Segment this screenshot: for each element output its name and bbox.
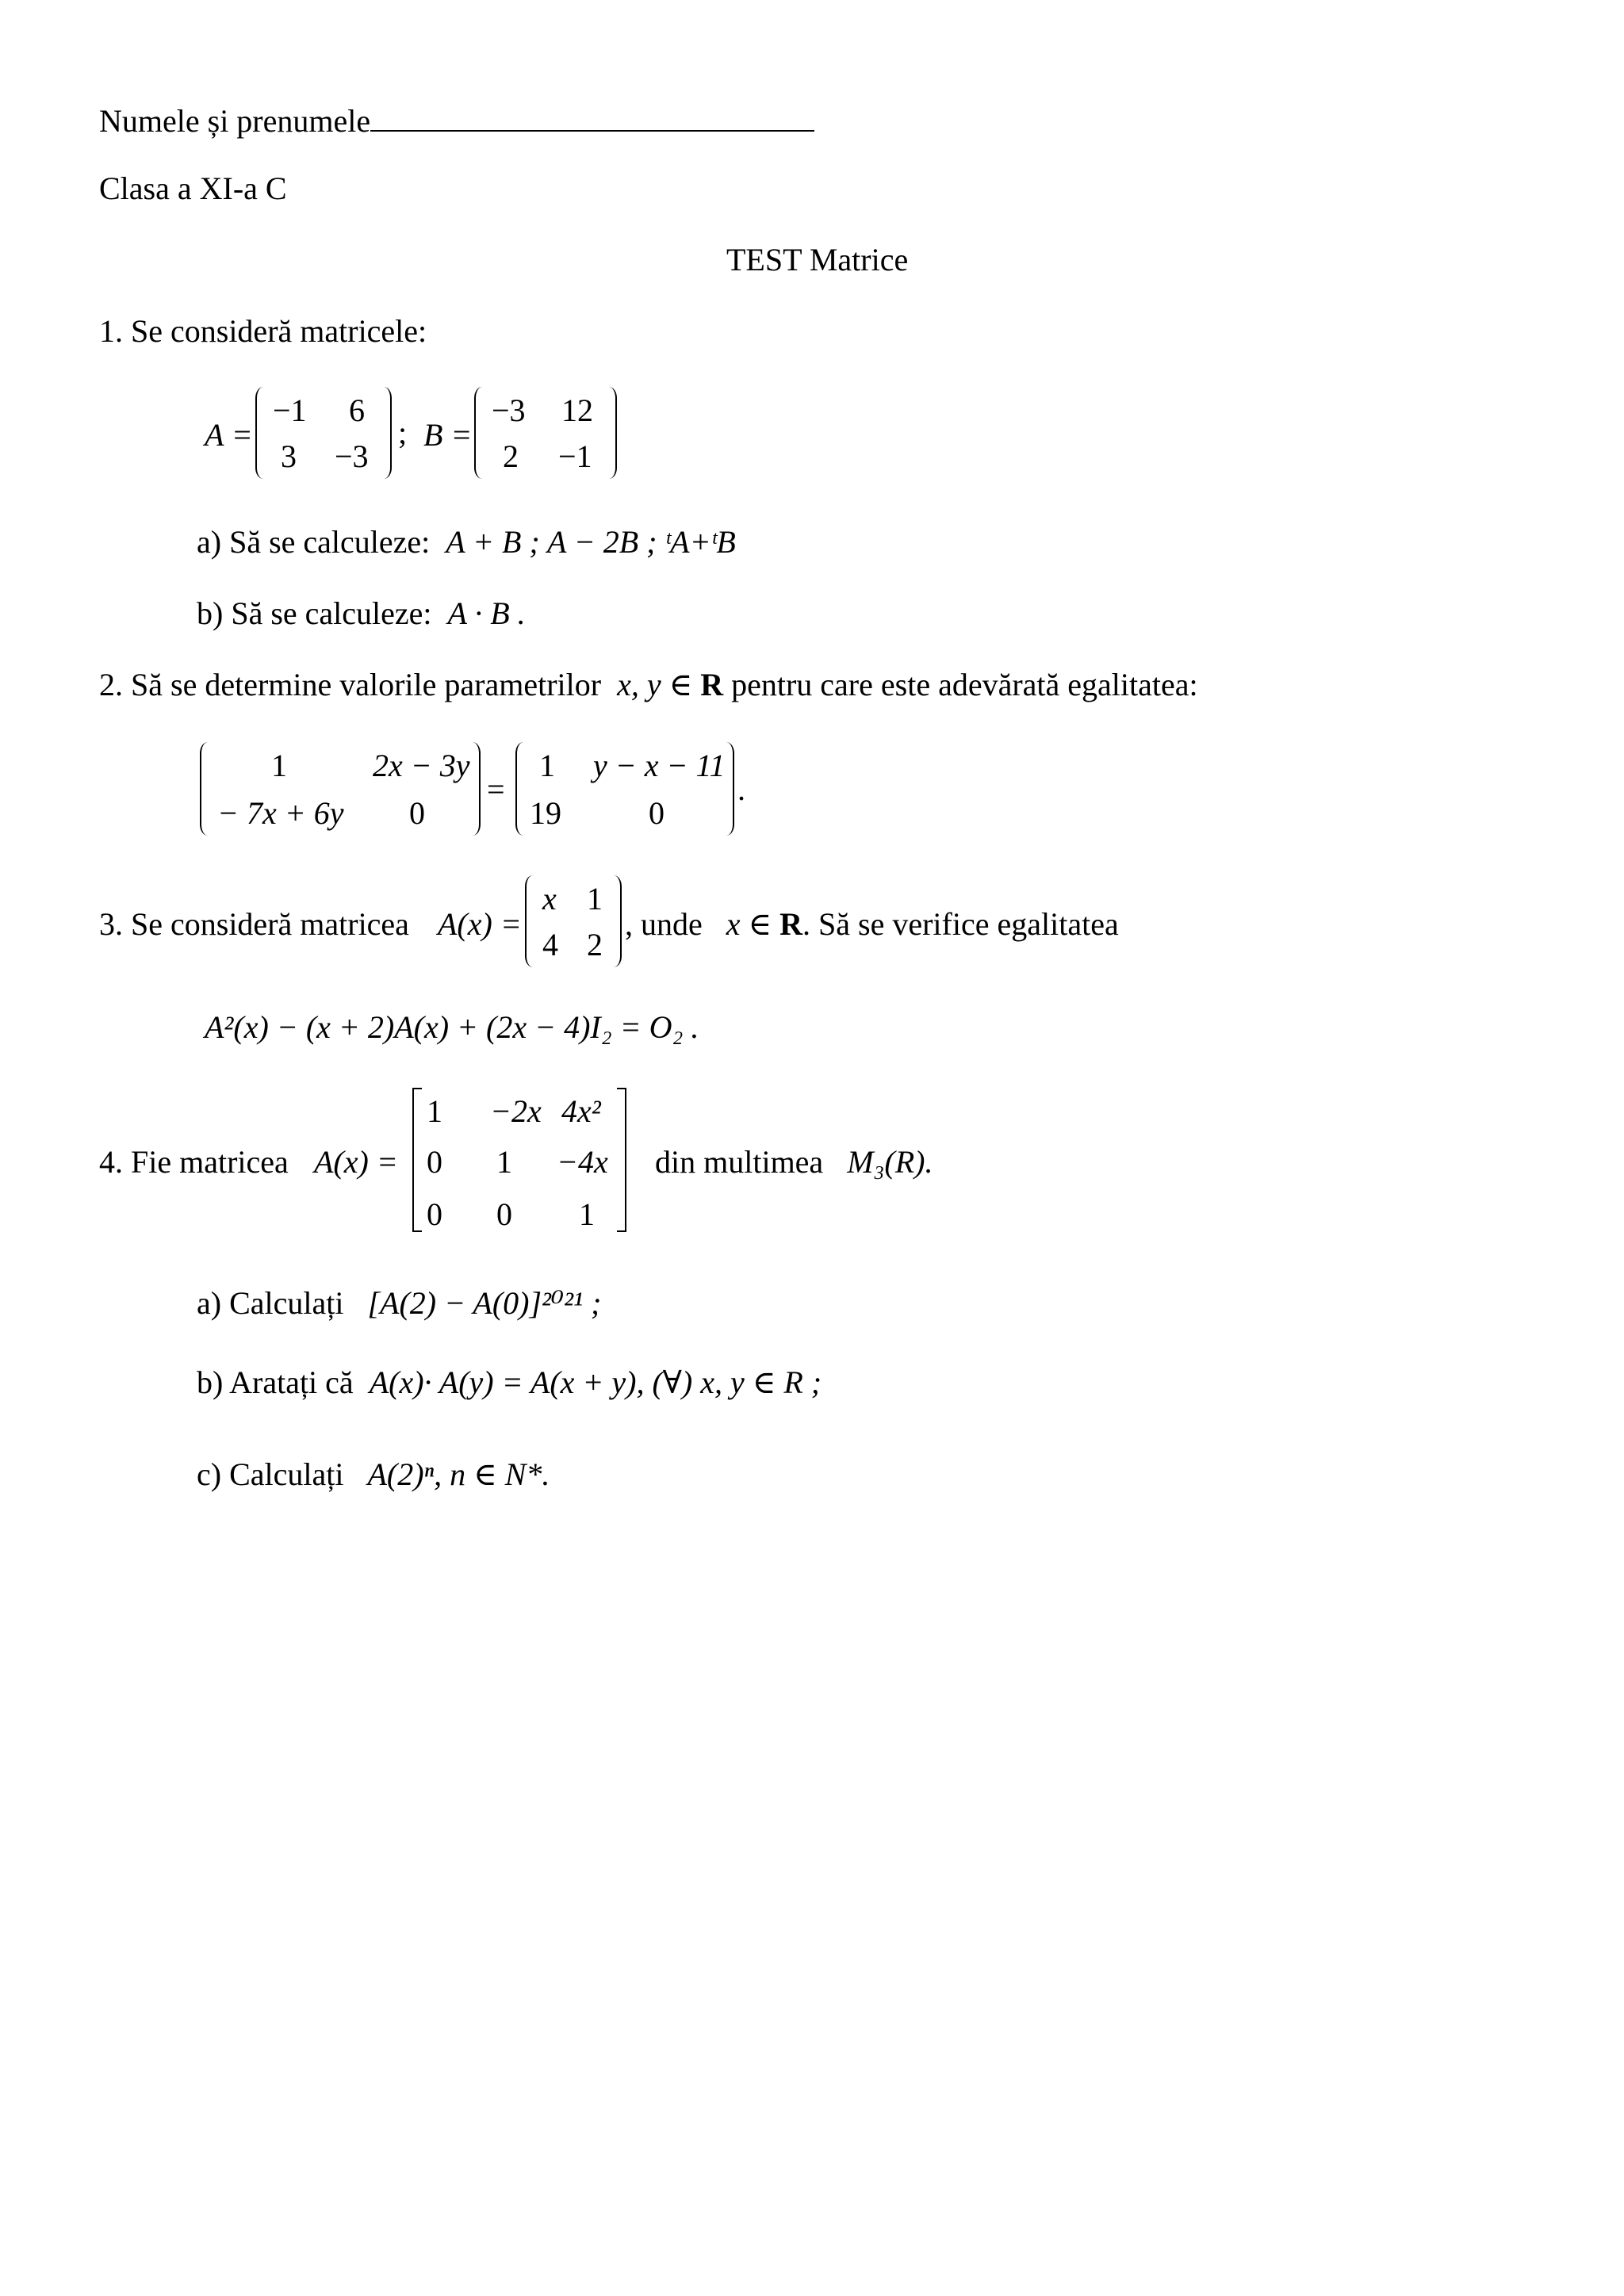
- matrix-cell: 1: [427, 1093, 442, 1129]
- p4-matrix: [412, 1088, 626, 1232]
- p4-part-a: a) Calculați [A(2) − A(0)]²⁰²¹ ;: [197, 1285, 602, 1321]
- matrix-cell: − 7x + 6y: [217, 795, 344, 831]
- p4-statement-end: din multimea M₃(R).: [655, 1144, 933, 1180]
- p1-b-label: B =: [423, 417, 473, 453]
- matrix-cell: −3: [335, 438, 369, 474]
- p4-part-c: c) Calculați A(2)ⁿ, n ∈ N*.: [197, 1456, 550, 1492]
- matrix-cell: y − x − 11: [593, 748, 726, 783]
- matrix-cell: −3: [492, 392, 526, 428]
- p4-statement-start: 4. Fie matricea: [99, 1144, 289, 1180]
- matrix-cell: 1: [496, 1144, 512, 1180]
- matrix-cell: 1: [271, 748, 287, 783]
- p3-equation: A²(x) − (x + 2)A(x) + (2x − 4)I₂ = O₂ .: [205, 1009, 699, 1045]
- p1-matrix-b: [474, 387, 617, 479]
- matrix-cell: −4x: [557, 1144, 608, 1180]
- matrix-cell: 6: [349, 392, 365, 428]
- matrix-cell: 2: [503, 438, 519, 474]
- matrix-cell: −1: [273, 392, 307, 428]
- matrix-cell: −2x: [490, 1093, 542, 1129]
- p3-matrix: [525, 875, 622, 967]
- name-label: Numele și prenumele: [99, 101, 814, 137]
- class-label: Clasa a XI-a C: [99, 170, 287, 206]
- matrix-cell: 2x − 3y: [373, 748, 470, 783]
- matrix-cell: 0: [427, 1196, 442, 1232]
- p2-left-matrix: [200, 742, 481, 836]
- name-blank-line[interactable]: [370, 101, 814, 132]
- matrix-cell: 1: [579, 1196, 595, 1232]
- matrix-cell: 2: [587, 927, 603, 962]
- p2-end-period: .: [737, 771, 745, 807]
- p1-intro: 1. Se consideră matricele:: [99, 313, 427, 349]
- matrix-cell: 1: [539, 748, 555, 783]
- p4-func: A(x) =: [314, 1144, 398, 1180]
- matrix-cell: 4: [542, 927, 558, 962]
- p2-statement: 2. Să se determine valorile parametrilor x, y ∈ R pentru care este adevărată egalitatea:: [99, 667, 1198, 702]
- p3-func: A(x) =: [438, 906, 522, 942]
- matrix-cell: x: [542, 881, 557, 916]
- matrix-cell: 0: [409, 795, 425, 831]
- p1-separator: ;: [398, 415, 408, 450]
- matrix-cell: 19: [530, 795, 561, 831]
- p1-matrix-a: [255, 387, 392, 479]
- matrix-cell: 0: [427, 1144, 442, 1180]
- p1-a-label: A =: [205, 417, 253, 453]
- p1-part-b: b) Să se calculeze: A · B .: [197, 595, 526, 631]
- p4-part-b: b) Aratați că A(x)· A(y) = A(x + y), (∀) x, y ∈ R ;: [197, 1364, 822, 1400]
- test-title: TEST Matrice: [726, 242, 909, 277]
- matrix-cell: 1: [587, 881, 603, 916]
- matrix-cell: −1: [558, 438, 592, 474]
- matrix-cell: 12: [561, 392, 593, 428]
- matrix-cell: 4x²: [561, 1093, 601, 1129]
- p3-statement-end: , unde x ∈ R. Să se verifice egalitatea: [625, 906, 1119, 942]
- matrix-cell: 0: [496, 1196, 512, 1232]
- p1-part-a: a) Să se calculeze: A + B ; A − 2B ; ᵗA+ᵗB: [197, 524, 736, 560]
- p3-statement-start: 3. Se consideră matricea: [99, 906, 409, 942]
- p2-equals: =: [487, 771, 505, 807]
- matrix-cell: 0: [649, 795, 665, 831]
- matrix-cell: 3: [281, 438, 297, 474]
- p2-right-matrix: [515, 742, 734, 836]
